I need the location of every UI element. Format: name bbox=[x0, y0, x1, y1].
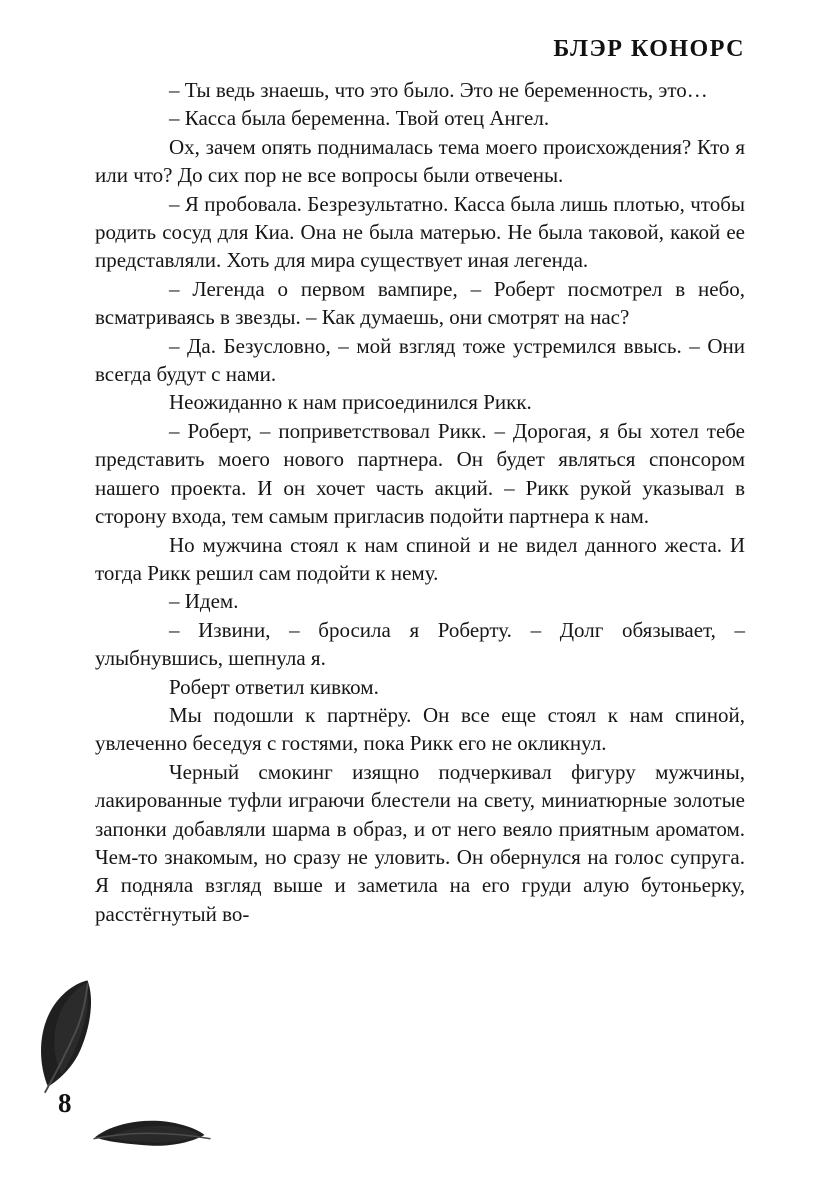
paragraph: Но мужчина стоял к нам спиной и не видел данного жеста. И тогда Рикк решил сам подойти к нему. bbox=[95, 532, 745, 585]
paragraph: – Извини, – бросила я Роберту. – Долг обязывает, – улыбнувшись, шепнула я. bbox=[95, 617, 745, 671]
paragraph: – Ты ведь знаешь, что это было. Это не беременность, это… bbox=[169, 78, 708, 102]
page-number: 8 bbox=[58, 1088, 72, 1118]
paragraph: – Идем. bbox=[169, 589, 239, 614]
paragraph: – Роберт, – поприветствовал Рикк. – Дорогая, я бы хотел тебе представить моего нового партнера. Он будет являться спонсором нашего проекта. И он хочет часть акций. – Рикк рукой указывал в сторону входа, тем самым пригласив подойти партнера к нам. bbox=[95, 418, 745, 529]
paragraph: Черный смокинг изящно подчеркивал фигуру мужчины, лакированные туфли играючи блестели на свету, миниатюрные золотые запонки добавляли шарма в образ, и от него веяло приятным ароматом. Чем-то знакомым, но сразу не уловить. Он обернулся на голос супруга. Я подняла взгляд выше и заметила на его груди алую бутоньерку, расстёгнутый во- bbox=[95, 759, 745, 926]
paragraph: – Касса была беременна. Твой отец Ангел. bbox=[169, 106, 550, 131]
paragraph: Мы подошли к партнёру. Он все еще стоял к нам спиной, увлеченно беседуя с гостями, пока Рикк его не окликнул. bbox=[95, 702, 745, 756]
paragraph: Неожиданно к нам присоединился Рикк. bbox=[169, 390, 532, 415]
body-text bbox=[95, 76, 745, 928]
running-header: БЛЭР КОНОРС bbox=[553, 36, 745, 62]
feather-icon bbox=[92, 1112, 212, 1158]
feather-icon bbox=[22, 976, 111, 1096]
paragraph: Роберт ответил кивком. bbox=[169, 674, 379, 699]
paragraph: – Я пробовала. Безрезультатно. Касса была лишь плотью, чтобы родить сосуд для Киа. Она не была матерью. Не была таковой, какой ее представляли. Хоть для мира существует иная легенда. bbox=[95, 191, 745, 273]
paragraph: – Да. Безусловно, – мой взгляд тоже устремился ввысь. – Они всегда будут с нами. bbox=[95, 333, 745, 387]
paragraph: – Легенда о первом вампире, – Роберт посмотрел в небо, всматриваясь в звезды. – Как думаешь, они смотрят на нас? bbox=[95, 276, 745, 330]
paragraph: Ох, зачем опять поднималась тема моего происхождения? Кто я или что? До сих пор не все вопросы были отвечены. bbox=[95, 134, 745, 188]
